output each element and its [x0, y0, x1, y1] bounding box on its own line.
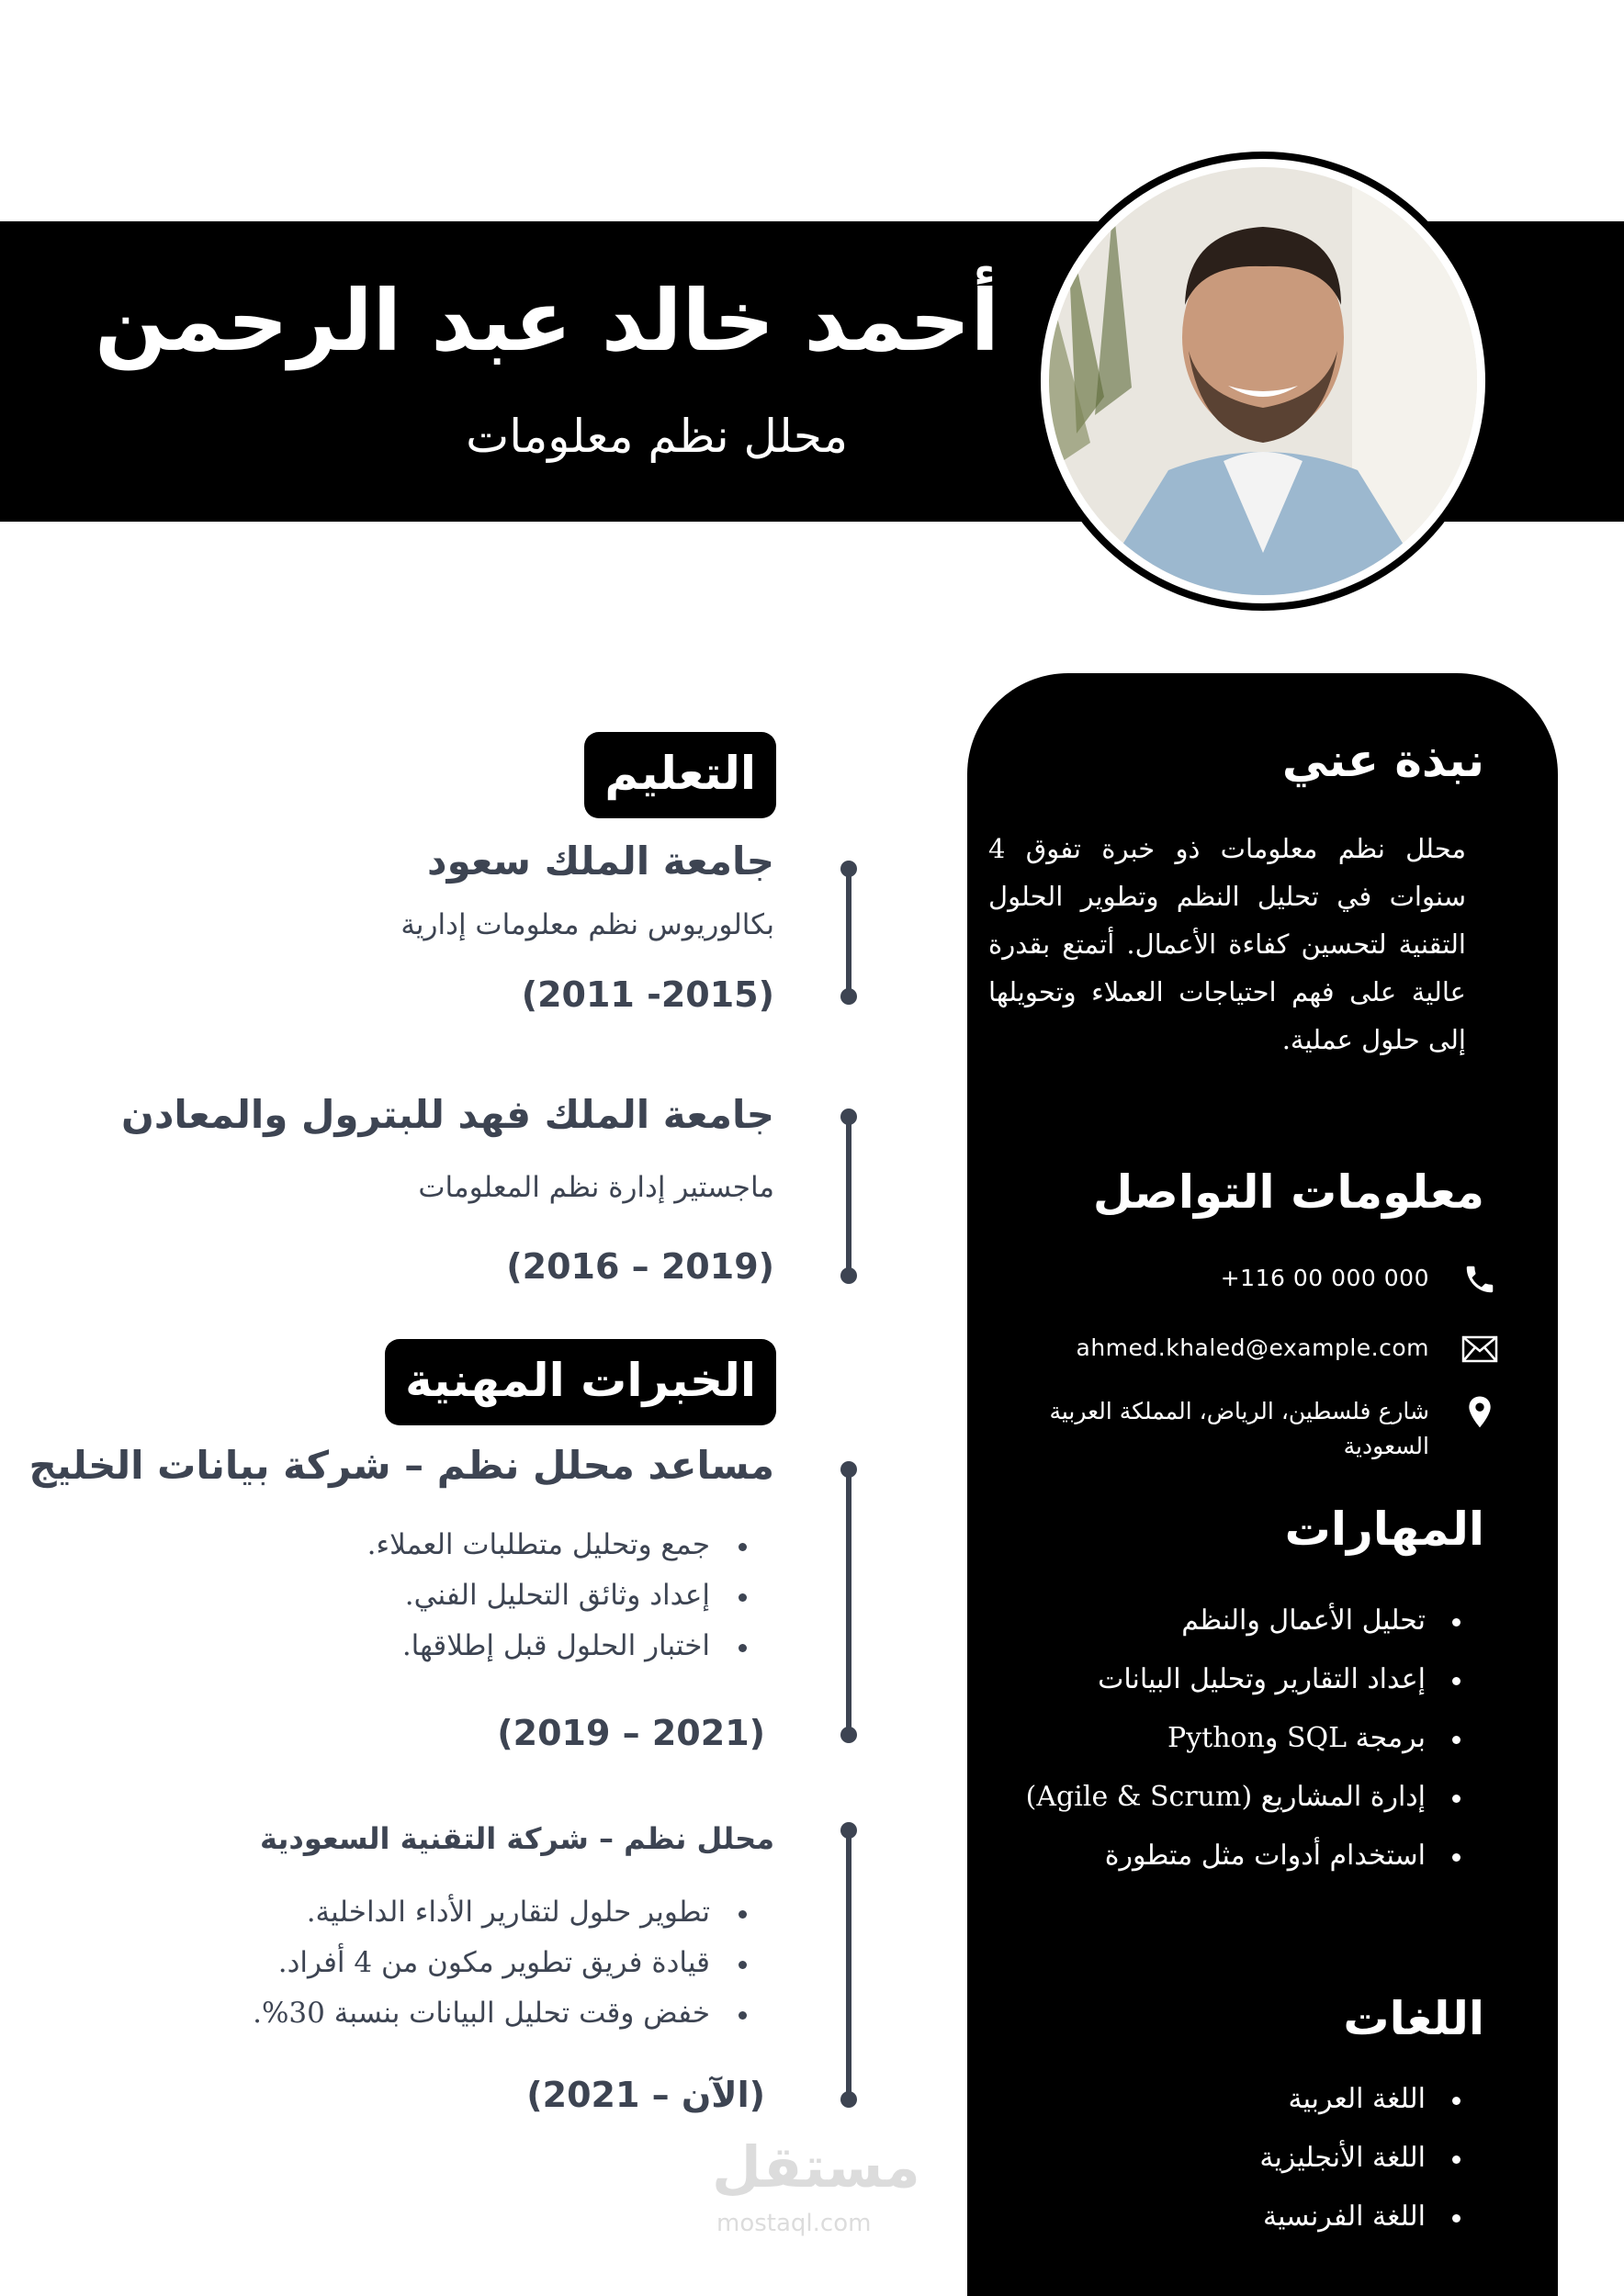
- timeline-dot: [840, 1267, 857, 1284]
- task-item: إعداد وثائق التحليل الفني.: [367, 1570, 756, 1621]
- education-heading: التعليم: [584, 732, 776, 818]
- about-text: محلل نظم معلومات ذو خبرة تفوق 4 سنوات في تحليل النظم وتطوير الحلول التقنية لتحسين كفاءة الأعمال. أتمتع بقدرة عالية على فهم احتياجات العملاء وتحويلها إلى حلول عملية.: [988, 833, 1466, 1055]
- profile-photo: [1049, 167, 1477, 595]
- skill-item: برمجة SQL وPython: [1026, 1709, 1466, 1768]
- envelope-icon: [1457, 1331, 1503, 1367]
- education-degree: بكالوريوس نظم معلومات إدارية: [400, 908, 774, 941]
- timeline-line: [846, 1469, 851, 1736]
- language-item: اللغة الفرنسية: [1259, 2188, 1466, 2246]
- timeline-line: [846, 868, 851, 996]
- timeline-dot: [840, 1461, 857, 1478]
- watermark-logo: مستقل: [712, 2133, 920, 2200]
- language-item: اللغة الأنجليزية: [1259, 2129, 1466, 2188]
- job-tasks: [253, 1887, 756, 2039]
- about-heading: نبذة عني: [1281, 734, 1484, 787]
- timeline-dot: [840, 1727, 857, 1743]
- phone-icon: [1457, 1261, 1503, 1298]
- job-tasks: [367, 1520, 756, 1671]
- timeline-dot: [840, 988, 857, 1005]
- education-dates: (2011 -2015): [521, 974, 774, 1015]
- timeline-dot: [840, 1822, 857, 1839]
- location-pin-icon: [1457, 1394, 1503, 1431]
- skill-item: استخدام أدوات مثل متطورة: [1026, 1827, 1466, 1885]
- candidate-name: أحمد خالد عبد الرحمن: [95, 272, 999, 370]
- skill-item: إعداد التقارير وتحليل البيانات: [1026, 1650, 1466, 1709]
- contact-phone[interactable]: +116 00 000 000: [1220, 1265, 1429, 1291]
- timeline-dot: [840, 1109, 857, 1125]
- watermark-domain: mostaql.com: [716, 2210, 872, 2237]
- timeline-line: [846, 1116, 851, 1277]
- experience-heading: الخبرات المهنية: [385, 1339, 776, 1425]
- contact-email[interactable]: ahmed.khaled@example.com: [1076, 1334, 1429, 1361]
- task-item: خفض وقت تحليل البيانات بنسبة 30%.: [253, 1988, 756, 2039]
- timeline-line: [846, 1829, 851, 2100]
- job-entry-title: مساعد محلل نظم – شركة بيانات الخليج: [28, 1443, 774, 1488]
- skill-item: تحليل الأعمال والنظم: [1026, 1592, 1466, 1650]
- skills-heading: المهارات: [1284, 1503, 1484, 1556]
- timeline-dot: [840, 2091, 857, 2108]
- task-item: اختبار الحلول قبل إطلاقها.: [367, 1621, 756, 1671]
- language-item: اللغة العربية: [1259, 2070, 1466, 2129]
- skill-item: إدارة المشاريع (Agile & Scrum): [1026, 1768, 1466, 1827]
- languages-list: [1259, 2070, 1466, 2246]
- contact-email-row: [1007, 1331, 1503, 1367]
- education-dates: (2016 – 2019): [506, 1246, 774, 1287]
- contact-address: شارع فلسطين، الرياض، المملكة العربية السعودية: [1049, 1398, 1429, 1459]
- job-entry-title: محلل نظم – شركة التقنية السعودية: [260, 1821, 774, 1856]
- education-institution: جامعة الملك سعود: [427, 838, 774, 884]
- job-title: محلل نظم معلومات: [466, 410, 848, 463]
- task-item: قيادة فريق تطوير مكون من 4 أفراد.: [253, 1938, 756, 1988]
- task-item: جمع وتحليل متطلبات العملاء.: [367, 1520, 756, 1570]
- contact-phone-row: [1007, 1261, 1503, 1298]
- languages-heading: اللغات: [1343, 1992, 1484, 2045]
- job-dates: (2019 – 2021): [497, 1713, 765, 1753]
- contact-address-row: [1007, 1394, 1503, 1464]
- task-item: تطوير حلول لتقارير الأداء الداخلية.: [253, 1887, 756, 1938]
- skills-list: [1026, 1592, 1466, 1885]
- education-degree: ماجستير إدارة نظم المعلومات: [418, 1171, 774, 1204]
- sidebar: [967, 673, 1558, 2296]
- timeline-dot: [840, 861, 857, 877]
- education-institution: جامعة الملك فهد للبترول والمعادن: [121, 1092, 774, 1137]
- contact-heading: معلومات التواصل: [1092, 1165, 1484, 1219]
- job-dates: (الآن – 2021): [526, 2075, 765, 2115]
